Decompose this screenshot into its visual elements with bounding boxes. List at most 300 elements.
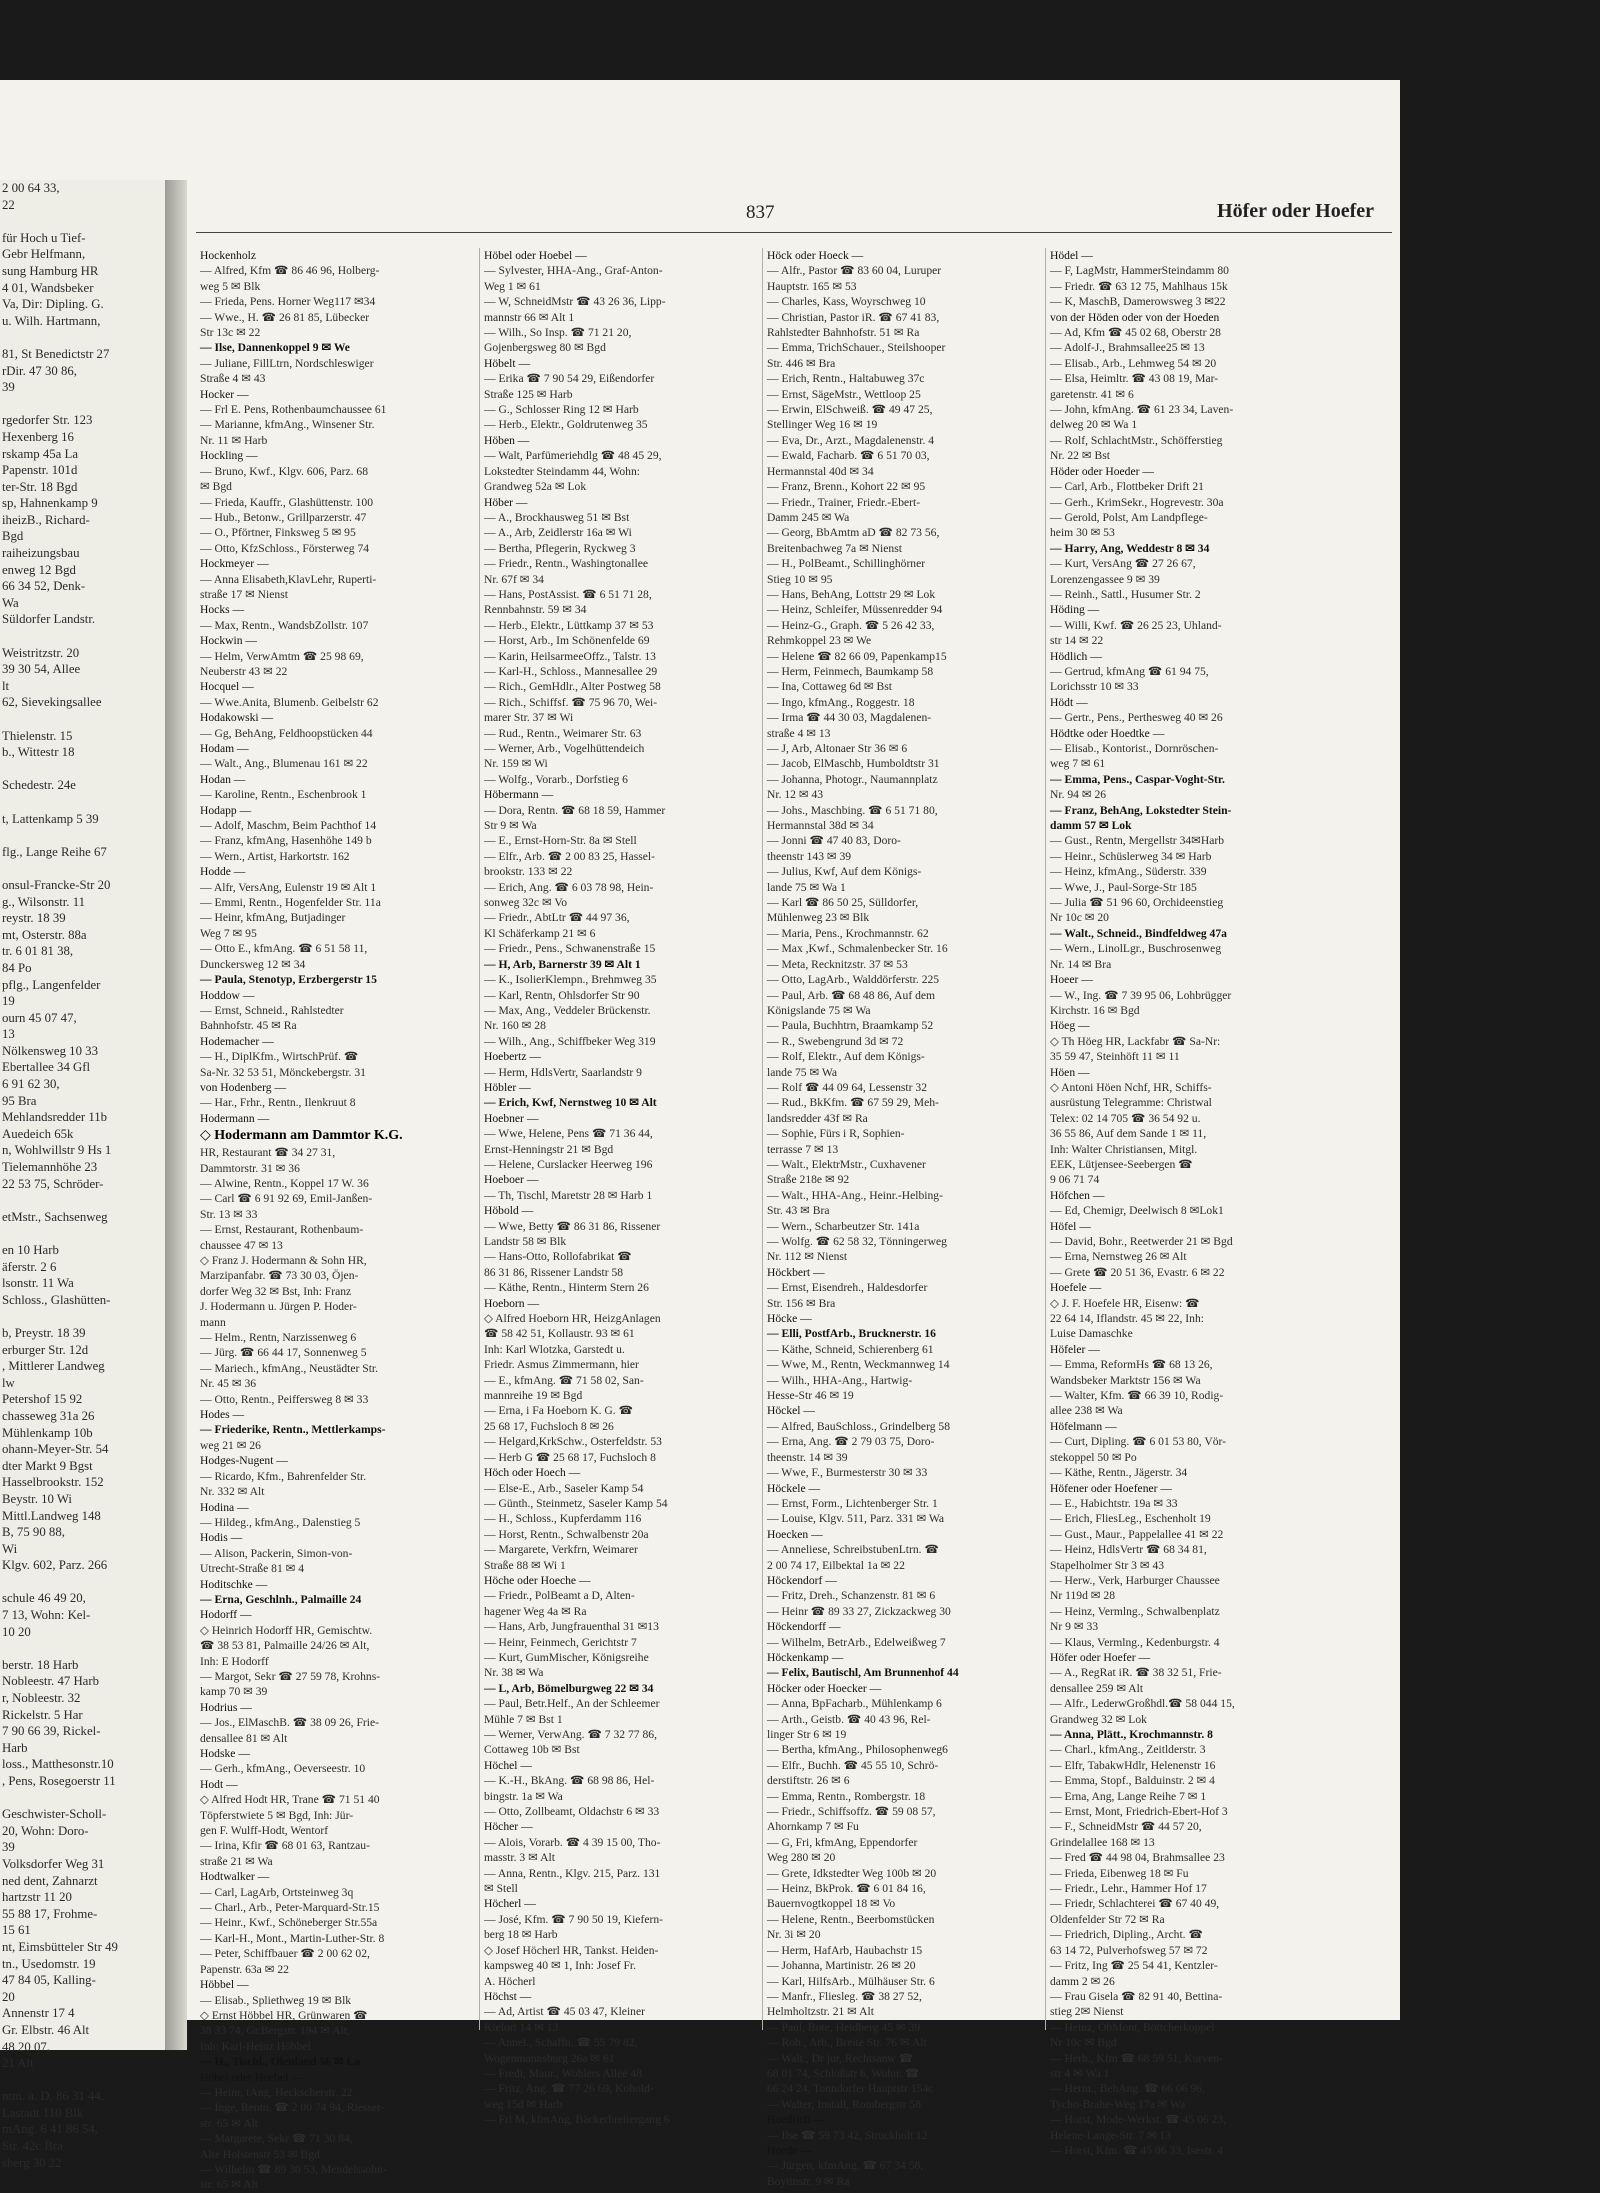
previous-page-line: 20 bbox=[2, 1989, 15, 2004]
directory-entry: — Horst, Mode-Werkst. ☎ 45 06 23, bbox=[1050, 2113, 1227, 2127]
directory-entry: — Alfr., LederwGroßhdl.☎ 58 044 15, bbox=[1050, 1697, 1235, 1711]
directory-entry: — Horst, Arb., Im Schönenfelde 69 bbox=[484, 634, 650, 648]
directory-entry: — Julius, Kwf, Auf dem Königs- bbox=[767, 865, 922, 879]
directory-entry: — Klaus, Vermlng., Kedenburgstr. 4 bbox=[1050, 1635, 1220, 1649]
directory-entry: Rehmkoppel 23 ✉ We bbox=[767, 634, 872, 648]
directory-entry: — Hub., Betonw., Grillparzerstr. 47 bbox=[200, 510, 367, 524]
directory-entry: straße 21 ✉ Wa bbox=[200, 1854, 273, 1868]
previous-page-line: Hexenberg 16 bbox=[2, 429, 74, 444]
directory-entry: — Friedr., Schiffsoffz. ☎ 59 08 57, bbox=[767, 1805, 936, 1819]
directory-entry: str. 65 ✉ Alt bbox=[200, 2178, 259, 2192]
directory-entry: — Karl-H., Mont., Martin-Luther-Str. 8 bbox=[200, 1931, 385, 1945]
previous-page-line: n, Wohlwillstr 9 Hs 1 bbox=[2, 1143, 112, 1158]
directory-entry: — Peter, Schiffbauer ☎ 2 00 62 02, bbox=[200, 1947, 370, 1961]
surname-heading: Hodemacher — bbox=[200, 1034, 274, 1048]
previous-page-line: g., Wilsonstr. 11 bbox=[2, 894, 86, 909]
directory-entry: — Otto, Zollbeamt, Oldachstr 6 ✉ 33 bbox=[484, 1805, 660, 1819]
directory-entry: — Ad, Kfm ☎ 45 02 68, Oberstr 28 bbox=[1050, 326, 1221, 340]
directory-entry: — Helene, Curslacker Heerweg 196 bbox=[484, 1157, 653, 1171]
directory-entry: Grandweg 32 ✉ Lok bbox=[1050, 1712, 1147, 1726]
directory-entry: Nr. 22 ✉ Bst bbox=[1050, 449, 1110, 463]
directory-entry: ✉ Stell bbox=[484, 1882, 518, 1896]
directory-entry: — Ernst, Mont, Friedrich-Ebert-Hof 3 bbox=[1050, 1805, 1228, 1819]
directory-entry: Nr. 45 ✉ 36 bbox=[200, 1377, 257, 1391]
book-gutter bbox=[165, 180, 187, 2050]
surname-heading: Hoeboer — bbox=[484, 1173, 539, 1187]
directory-entry: — Heinr., Kwf., Schöneberger Str.55a bbox=[200, 1916, 378, 1930]
directory-entry: — Erna, Ang. ☎ 2 79 03 75, Doro- bbox=[767, 1435, 935, 1449]
previous-page-line: Lastadt 110 Blk bbox=[2, 2105, 84, 2120]
surname-heading: Hödel — bbox=[1050, 249, 1093, 262]
directory-entry: — Annel., Schaffn. ☎ 55 79 82, bbox=[484, 2036, 638, 2050]
directory-entry: 86 31 86, Rissener Landstr 58 bbox=[484, 1265, 624, 1279]
directory-entry: — Wern., Artist, Harkortstr. 162 bbox=[200, 849, 350, 863]
surname-heading: Höfer oder Hoefer — bbox=[1050, 1650, 1151, 1664]
directory-entry: — Heinr ☎ 89 33 27, Zickzackweg 30 bbox=[767, 1604, 951, 1618]
directory-entry: — José, Kfm. ☎ 7 90 50 19, Kiefern- bbox=[484, 1912, 663, 1926]
surname-heading: Hodt — bbox=[200, 1777, 238, 1791]
previous-page-line bbox=[0, 1790, 165, 1807]
previous-page-line: lt bbox=[2, 678, 10, 693]
directory-entry: J. Hodermann u. Jürgen P. Hoder- bbox=[200, 1300, 357, 1314]
directory-entry: — Herm, HafArb, Haubachstr 15 bbox=[767, 1943, 923, 1957]
directory-entry: — Anna, Rentn., Klgv. 215, Parz. 131 bbox=[484, 1866, 661, 1880]
directory-entry: Utrecht-Straße 81 ✉ 4 bbox=[200, 1562, 305, 1576]
column-4 bbox=[1045, 248, 1314, 2157]
previous-page-line: ned dent, Zahnarzt bbox=[2, 1873, 98, 1888]
previous-page-line: berstr. 18 Harb bbox=[2, 1657, 79, 1672]
directory-entry: — Carl, Arb., Flottbeker Drift 21 bbox=[1050, 480, 1204, 494]
directory-entry: — Jacob, ElMaschb, Humboldtstr 31 bbox=[767, 757, 940, 771]
previous-page-line bbox=[0, 711, 165, 728]
directory-entry: — Alfr., Pastor ☎ 83 60 04, Luruper bbox=[767, 264, 942, 278]
directory-entry: delweg 20 ✉ Wa 1 bbox=[1050, 418, 1138, 432]
directory-entry: Tycho-Brahe-Weg 17a ✉ Wa bbox=[1050, 2097, 1186, 2111]
directory-entry: — Rich., Schiffsf. ☎ 75 96 70, Wei- bbox=[484, 695, 658, 709]
directory-entry: — Erich, Kwf, Nernstweg 10 ✉ Alt bbox=[484, 1096, 657, 1110]
directory-entry: theenstr 143 ✉ 39 bbox=[767, 849, 852, 863]
directory-entry: 68 01 74, Schloßstr 6, Wohn: ☎ bbox=[767, 2066, 920, 2080]
previous-page-edge bbox=[0, 180, 166, 2170]
previous-page-line: Annenstr 17 4 bbox=[2, 2006, 75, 2021]
directory-entry: — Gust., Maur., Pappelallee 41 ✉ 22 bbox=[1050, 1527, 1224, 1541]
directory-entry: — Gerold, Polst, Am Landpflege- bbox=[1050, 510, 1208, 524]
directory-entry: Mühle 7 ✉ Bst 1 bbox=[484, 1712, 563, 1726]
directory-entry: — Carl ☎ 6 91 92 69, Emil-Janßen- bbox=[200, 1192, 373, 1206]
directory-entry: — Meta, Recknitzstr. 37 ✉ 53 bbox=[767, 957, 908, 971]
directory-entry: — Karl, Rentn, Ohlsdorfer Str 90 bbox=[484, 988, 640, 1002]
directory-entry: — Arth., Geistb. ☎ 40 43 96, Rel- bbox=[767, 1712, 931, 1726]
directory-entry: Straße 4 ✉ 43 bbox=[200, 372, 266, 386]
directory-entry: — E., Ernst-Horn-Str. 8a ✉ Stell bbox=[484, 834, 637, 848]
previous-page-line: Geschwister-Scholl- bbox=[2, 1807, 107, 1822]
previous-page-line: , Mittlerer Landweg bbox=[2, 1359, 105, 1374]
previous-page-line: b, Preystr. 18 39 bbox=[2, 1325, 86, 1340]
directory-entry: — Ernst, Restaurant, Rothenbaum- bbox=[200, 1223, 364, 1237]
directory-entry: kampsweg 40 ✉ 1, Inh: Josef Fr. bbox=[484, 1959, 637, 1973]
directory-entry: — Walt., Ang., Blumenau 161 ✉ 22 bbox=[200, 757, 368, 771]
directory-entry: Weg 7 ✉ 95 bbox=[200, 926, 257, 940]
directory-entry: — Käthe, Rentn., Hinterm Stern 26 bbox=[484, 1281, 649, 1295]
directory-entry: masstr. 3 ✉ Alt bbox=[484, 1851, 555, 1865]
directory-entry: — Jos., ElMaschB. ☎ 38 09 26, Frie- bbox=[200, 1716, 380, 1730]
surname-heading: Höchst — bbox=[484, 1989, 532, 2003]
directory-entry: — Wwe.Anita, Blumenb. Geibelstr 62 bbox=[200, 695, 379, 709]
directory-entry: — Maria, Pens., Krochmannstr. 62 bbox=[767, 926, 929, 940]
previous-page-line: tn., Usedomstr. 19 bbox=[2, 1956, 96, 1971]
previous-page-line bbox=[0, 1225, 165, 1242]
directory-entry: — Wern., Scharbeutzer Str. 141a bbox=[767, 1219, 920, 1233]
directory-entry: — Max ,Kwf., Schmalenbecker Str. 16 bbox=[767, 942, 948, 956]
directory-entry: — Frl M, kfmAng, Bäckerbreitergang 6 bbox=[484, 2113, 670, 2127]
directory-entry: — Heinr, kfmAng, Butjadinger bbox=[200, 911, 346, 925]
directory-entry: allee 238 ✉ Wa bbox=[1050, 1404, 1123, 1418]
directory-entry: — Th, Tischl, Maretstr 28 ✉ Harb 1 bbox=[484, 1188, 653, 1202]
directory-entry: — W, SchneidMstr ☎ 43 26 36, Lipp- bbox=[484, 295, 666, 309]
directory-entry: Mühlenweg 23 ✉ Blk bbox=[767, 911, 870, 925]
directory-entry: heim 30 ✉ 53 bbox=[1050, 526, 1115, 540]
previous-page-line: Beystr. 10 Wi bbox=[2, 1491, 72, 1506]
previous-page-line: Petershof 15 92 bbox=[2, 1392, 83, 1407]
surname-heading: Höbelt — bbox=[484, 356, 531, 370]
directory-entry: — Heinz, BkProk. ☎ 6 01 84 16, bbox=[767, 1882, 926, 1896]
previous-page-line: 6 91 62 30, bbox=[2, 1077, 60, 1092]
directory-entry: — Johs., Maschbing. ☎ 6 51 71 80, bbox=[767, 803, 938, 817]
directory-entry: — E., Habichtstr. 19a ✉ 33 bbox=[1050, 1496, 1178, 1510]
surname-heading: Hoebertz — bbox=[484, 1050, 541, 1064]
directory-entry: Nr 119d ✉ 28 bbox=[1050, 1589, 1115, 1603]
running-head: Höfer oder Hoefer bbox=[1217, 200, 1374, 222]
directory-entry: — Ingo, kfmAng., Roggestr. 18 bbox=[767, 695, 915, 709]
surname-heading: Hoeer — bbox=[1050, 973, 1093, 987]
directory-entry: — Dora, Rentn. ☎ 68 18 59, Hammer bbox=[484, 803, 666, 817]
directory-entry: 63 14 72, Pulverhofsweg 57 ✉ 72 bbox=[1050, 1943, 1208, 1957]
directory-entry: Str 13c ✉ 22 bbox=[200, 326, 261, 340]
directory-entry: Breitenbachweg 7a ✉ Nienst bbox=[767, 541, 902, 555]
previous-page-line: Nobleestr. 47 Harb bbox=[2, 1674, 100, 1689]
previous-page-line: pflg., Langenfelder bbox=[2, 977, 101, 992]
directory-entry: — Louise, Klgv. 511, Parz. 331 ✉ Wa bbox=[767, 1512, 945, 1526]
directory-entry: theenstr. 14 ✉ 39 bbox=[767, 1450, 848, 1464]
directory-entry: — Frieda, Kauffr., Glashüttenstr. 100 bbox=[200, 495, 374, 509]
previous-page-line: lw bbox=[2, 1375, 15, 1390]
directory-entry: — Harry, Ang, Weddestr 8 ✉ 34 bbox=[1050, 541, 1210, 555]
directory-entry: kamp 70 ✉ 39 bbox=[200, 1685, 268, 1699]
previous-page-line: 39 bbox=[2, 1840, 15, 1855]
directory-entry: — Elli, PostfArb., Brucknerstr. 16 bbox=[767, 1327, 936, 1341]
directory-entry: — Emmi, Rentn., Hogenfelder Str. 11a bbox=[200, 896, 381, 910]
surname-heading: Hodske — bbox=[200, 1747, 250, 1760]
previous-page-line: Nölkensweg 10 33 bbox=[2, 1043, 98, 1058]
directory-entry: — Karl, HilfsArb., Mülhäuser Str. 6 bbox=[767, 1974, 935, 1988]
directory-entry: Nr 10c ✉ Bgd bbox=[1050, 2036, 1117, 2050]
directory-entry: — H., DiplKfm., WirtschPrüf. ☎ bbox=[200, 1050, 359, 1064]
directory-entry: — Erich, FliesLeg., Eschenholt 19 bbox=[1050, 1512, 1211, 1526]
directory-entry: — Grete, Idkstedter Weg 100b ✉ 20 bbox=[767, 1866, 937, 1880]
directory-entry: — Otto E., kfmAng. ☎ 6 51 58 11, bbox=[200, 942, 368, 956]
previous-page-line: mt, Osterstr. 88a bbox=[2, 927, 87, 942]
previous-page-line: Bgd bbox=[2, 529, 24, 544]
directory-entry: — Sylvester, HHA-Ang., Graf-Anton- bbox=[484, 264, 663, 278]
directory-entry: Nr. 94 ✉ 26 bbox=[1050, 788, 1107, 802]
previous-page-line: r, Nobleestr. 32 bbox=[2, 1691, 81, 1706]
directory-entry: — Felix, Bautischl, Am Brunnenhof 44 bbox=[767, 1666, 959, 1680]
directory-entry: — Rolf, Elektr., Auf dem Königs- bbox=[767, 1050, 925, 1064]
previous-page-line: äferstr. 2 6 bbox=[2, 1259, 57, 1274]
directory-entry: — Gust., Rentn, Mergellstr 34✉Harb bbox=[1050, 834, 1225, 848]
previous-page-line: enweg 12 Bgd bbox=[2, 562, 76, 577]
directory-entry: — Karl-H., Schloss., Mannesallee 29 bbox=[484, 664, 658, 678]
previous-page-line: Gr. Elbstr. 46 Alt bbox=[2, 2022, 90, 2037]
surname-heading: von Hodenberg — bbox=[200, 1080, 287, 1094]
directory-entry: — Otto, Rentn., Peiffersweg 8 ✉ 33 bbox=[200, 1392, 369, 1406]
directory-entry: — Hans, Arb, Jungfrauenthal 31 ✉13 bbox=[484, 1620, 659, 1634]
directory-entry: straße 17 ✉ Nienst bbox=[200, 587, 288, 601]
surname-heading: Höbel oder Hoebel — bbox=[484, 249, 587, 262]
directory-entry: — A., RegRat iR. ☎ 38 32 51, Frie- bbox=[1050, 1666, 1222, 1680]
previous-page-line: sp, Hahnenkamp 9 bbox=[2, 496, 98, 511]
directory-entry: — Herb., Kfm ☎ 68 59 51, Kurven- bbox=[1050, 2051, 1223, 2065]
directory-entry: Lorenzengassee 9 ✉ 39 bbox=[1050, 572, 1160, 586]
directory-entry: — F., SchneidMstr ☎ 44 57 20, bbox=[1050, 1820, 1202, 1834]
directory-entry: — E., kfmAng. ☎ 71 58 02, San- bbox=[484, 1373, 644, 1387]
directory-entry: ◇ Hodermann am Dammtor K.G. bbox=[200, 1128, 403, 1144]
directory-entry: gen F. Wulff-Hodt, Wentorf bbox=[200, 1824, 329, 1838]
previous-page-line: Mühlenkamp 10b bbox=[2, 1425, 93, 1440]
directory-entry: — A., Arb, Zeidlerstr 16a ✉ Wi bbox=[484, 526, 632, 540]
previous-page-line: flg., Lange Reihe 67 bbox=[2, 844, 107, 859]
previous-page-line: Ebertallee 34 Gfl bbox=[2, 1060, 91, 1075]
previous-page-line: lsonstr. 11 Wa bbox=[2, 1276, 74, 1291]
directory-entry: — G., Schlosser Ring 12 ✉ Harb bbox=[484, 403, 639, 417]
directory-entry: terrasse 7 ✉ 13 bbox=[767, 1142, 839, 1156]
directory-entry: Weg 280 ✉ 20 bbox=[767, 1851, 836, 1865]
directory-entry: — Irina, Kfir ☎ 68 01 63, Rantzau- bbox=[200, 1839, 370, 1853]
directory-entry: — Paula, Buchhtrn, Braamkamp 52 bbox=[767, 1019, 934, 1033]
directory-entry: — Wwe., H. ☎ 26 81 85, Lübecker bbox=[200, 310, 370, 324]
previous-page-line bbox=[0, 1640, 165, 1657]
directory-entry: — Emma, ReformHs ☎ 68 13 26, bbox=[1050, 1358, 1213, 1372]
column-1 bbox=[196, 248, 464, 2192]
directory-entry: Nr. 14 ✉ Bra bbox=[1050, 957, 1112, 971]
directory-entry: — Otto, LagArb., Walddörferstr. 225 bbox=[767, 973, 940, 987]
directory-entry: Str. 156 ✉ Bra bbox=[767, 1296, 836, 1310]
directory-entry: weg 5 ✉ Blk bbox=[200, 279, 261, 293]
directory-entry: Kirchstr. 16 ✉ Bgd bbox=[1050, 1003, 1140, 1017]
previous-page-line: 95 Bra bbox=[2, 1093, 37, 1108]
previous-page-line: 66 34 52, Denk- bbox=[2, 579, 86, 594]
surname-heading: Hodes — bbox=[200, 1408, 245, 1422]
directory-entry: Marzipanfabr. ☎ 73 30 03, Öjen- bbox=[200, 1269, 359, 1283]
directory-entry: Töpferstwiete 5 ✉ Bgd, Inh: Jür- bbox=[200, 1808, 354, 1822]
directory-entry: — Erna, Ang, Lange Reihe 7 ✉ 1 bbox=[1050, 1789, 1207, 1803]
directory-entry: — Paul, Arb. ☎ 68 48 86, Auf dem bbox=[767, 988, 936, 1002]
directory-entry: — Erwin, ElSchweiß. ☎ 49 47 25, bbox=[767, 403, 933, 417]
directory-entry: — Ina, Cottaweg 6d ✉ Bst bbox=[767, 680, 892, 694]
directory-entry: — Käthe, Schneid, Schierenberg 61 bbox=[767, 1342, 934, 1356]
directory-entry: — Hans, BehAng, Lottstr 29 ✉ Lok bbox=[767, 587, 936, 601]
directory-entry: Hesse-Str 46 ✉ 19 bbox=[767, 1389, 854, 1403]
directory-entry: ◇ J. F. Hoefele HR, Eisenw: ☎ bbox=[1050, 1296, 1200, 1310]
directory-entry: — Wilh., So Insp. ☎ 71 21 20, bbox=[484, 326, 632, 340]
previous-page-line: 55 88 17, Frohme- bbox=[2, 1906, 98, 1921]
directory-entry: chaussee 47 ✉ 13 bbox=[200, 1238, 283, 1252]
directory-entry: — Alison, Packerin, Simon-von- bbox=[200, 1546, 353, 1560]
directory-entry: garetenstr. 41 ✉ 6 bbox=[1050, 387, 1134, 401]
directory-entry: — Fritz, Ang. ☎ 77 26 69, Kohold- bbox=[484, 2082, 654, 2096]
surname-heading: Hodis — bbox=[200, 1531, 243, 1545]
previous-page-line: mAng. 6 41 86 54, bbox=[2, 2122, 98, 2137]
directory-entry: weg 21 ✉ 26 bbox=[200, 1438, 261, 1452]
directory-entry: ◇ Alfred Hodt HR, Trane ☎ 71 51 40 bbox=[200, 1793, 380, 1807]
directory-entry: — Anneliese, SchreibstubenLtrn. ☎ bbox=[767, 1543, 939, 1557]
directory-entry: — Wwe, Helene, Pens ☎ 71 36 44, bbox=[484, 1127, 653, 1141]
previous-page-line: 47 84 05, Kalling- bbox=[2, 1973, 96, 1988]
directory-entry: Hauptstr. 165 ✉ 53 bbox=[767, 279, 857, 293]
directory-entry: ◇ Heinrich Hodorff HR, Gemischtw. bbox=[200, 1623, 373, 1637]
directory-entry: — Helgard,KrkSchw., Osterfeldstr. 53 bbox=[484, 1435, 662, 1449]
directory-entry: — Friederike, Rentn., Mettlerkamps- bbox=[200, 1423, 386, 1437]
directory-entry: Alte Holstenstr 53 ✉ Bgd bbox=[200, 2147, 320, 2161]
previous-page-text bbox=[0, 180, 165, 2171]
directory-entry: Nr. 11 ✉ Harb bbox=[200, 433, 268, 447]
previous-page-line: für Hoch u Tief- bbox=[2, 230, 86, 245]
directory-entry: — Emma, Pens., Caspar-Voght-Str. bbox=[1050, 772, 1225, 786]
directory-entry: hagener Weg 4a ✉ Ra bbox=[484, 1604, 587, 1618]
directory-entry: str 4 ✉ Wa 1 bbox=[1050, 2066, 1110, 2080]
directory-entry: — Inge, Rentn. ☎ 2 00 74 94, Riesser- bbox=[200, 2101, 385, 2115]
directory-entry: derstiftstr. 26 ✉ 6 bbox=[767, 1774, 850, 1788]
directory-entry: — Jürgen, kfmAng. ☎ 67 34 58, bbox=[767, 2159, 924, 2173]
directory-entry: brookstr. 133 ✉ 22 bbox=[484, 865, 573, 879]
directory-entry: Nr. 3i ✉ 20 bbox=[767, 1928, 821, 1942]
directory-entry: Nr. 332 ✉ Alt bbox=[200, 1485, 265, 1499]
directory-entry: — Erich, Ang. ☎ 6 03 78 98, Hein- bbox=[484, 880, 654, 894]
previous-page-line bbox=[0, 1574, 165, 1591]
directory-entry: Dammtorstr. 31 ✉ 36 bbox=[200, 1161, 300, 1175]
previous-page-line bbox=[0, 2072, 165, 2089]
directory-entry: Nr. 159 ✉ Wi bbox=[484, 757, 548, 771]
previous-page-line: Mehlandsredder 11b bbox=[2, 1110, 108, 1125]
directory-entry: Telex: 02 14 705 ☎ 36 54 92 u. bbox=[1050, 1111, 1201, 1125]
directory-entry: — Ernst, Eisendreh., Haldesdorfer bbox=[767, 1281, 928, 1295]
directory-entry: — O., Pförtner, Finksweg 5 ✉ 95 bbox=[200, 526, 356, 540]
directory-entry: Wandsbeker Marktstr 156 ✉ Wa bbox=[1050, 1373, 1201, 1387]
directory-entry: — K, MaschB, Damerowsweg 3 ✉22 bbox=[1050, 295, 1226, 309]
directory-entry: — Wern., LinolLgr., Buschrosenweg bbox=[1050, 942, 1222, 956]
directory-entry: Straße 125 ✉ Harb bbox=[484, 387, 573, 401]
directory-entry: Str. 446 ✉ Bra bbox=[767, 356, 836, 370]
directory-entry: Friedr. Asmus Zimmermann, hier bbox=[484, 1358, 639, 1372]
directory-entry: — Margarete, Sekr ☎ 71 30 84, bbox=[200, 2132, 353, 2146]
directory-entry: — Werner, VerwAng. ☎ 7 32 77 86, bbox=[484, 1728, 657, 1741]
surname-heading: Hocker — bbox=[200, 387, 249, 401]
previous-page-line: Papenstr. 101d bbox=[2, 463, 78, 478]
directory-entry: A. Höcherl bbox=[484, 1974, 536, 1988]
directory-entry: Nr 10c ✉ 20 bbox=[1050, 911, 1109, 925]
previous-page-line: 2 00 64 33, bbox=[2, 181, 60, 195]
directory-entry: ☎ 38 53 81, Palmaille 24/26 ✉ Alt, bbox=[200, 1639, 370, 1653]
directory-entry: Grandweg 52a ✉ Lok bbox=[484, 480, 587, 494]
directory-entry: — Heinz, Schleifer, Müssenredder 94 bbox=[767, 603, 943, 617]
directory-entry: — Alfred, BauSchloss., Grindelberg 58 bbox=[767, 1419, 951, 1433]
previous-page-line: Wa bbox=[2, 595, 19, 610]
previous-page-line: 62, Sievekingsallee bbox=[2, 695, 102, 710]
previous-page-line: 7 13, Wohn: Kel- bbox=[2, 1608, 91, 1623]
directory-entry: sonweg 32c ✉ Vo bbox=[484, 896, 568, 910]
previous-page-line: Klgv. 602, Parz. 266 bbox=[2, 1558, 108, 1573]
directory-entry: — Ewald, Facharb. ☎ 6 51 70 03, bbox=[767, 449, 930, 463]
surname-heading: Höbold — bbox=[484, 1204, 534, 1218]
surname-heading: Höcker oder Hoecker — bbox=[767, 1681, 882, 1695]
directory-entry: — Wwe, Betty ☎ 86 31 86, Rissener bbox=[484, 1219, 661, 1233]
directory-entry: ◇ Th Höeg HR, Lackfabr ☎ Sa-Nr: bbox=[1050, 1034, 1221, 1048]
directory-entry: lande 75 ✉ Wa bbox=[767, 1065, 838, 1079]
page-header bbox=[196, 180, 1392, 236]
directory-entry: — Walt., Dr jur, Rechtsanw ☎ bbox=[767, 2051, 914, 2065]
directory-entry: 36 55 86, Auf dem Sande 1 ✉ 11, bbox=[1050, 1127, 1207, 1141]
directory-entry: — Willi, Kwf. ☎ 26 25 23, Uhland- bbox=[1050, 618, 1222, 632]
directory-entry: — Wolfg. ☎ 62 58 32, Tönningerweg bbox=[767, 1235, 947, 1248]
directory-entry: Oldenfelder Str 72 ✉ Ra bbox=[1050, 1912, 1165, 1926]
surname-heading: Hoede — bbox=[767, 2143, 812, 2157]
directory-entry: — Heinz, ObMont, Böttcherkoppel bbox=[1050, 2020, 1215, 2034]
directory-entry: — Elisab., Kontorist., Dornröschen- bbox=[1050, 742, 1219, 755]
directory-entry: — David, Bohr., Reetwerder 21 ✉ Bgd bbox=[1050, 1235, 1233, 1248]
directory-entry: — Paul, Betr.Helf., An der Schleemer bbox=[484, 1697, 660, 1711]
directory-entry: Ahornkamp 7 ✉ Fu bbox=[767, 1820, 859, 1834]
previous-page-line: nt, Eimsbütteler Str 49 bbox=[2, 1939, 118, 1954]
surname-heading: Höckenkamp — bbox=[767, 1650, 844, 1664]
directory-entry: Nr. 112 ✉ Nienst bbox=[767, 1250, 848, 1264]
directory-entry: — Heinz, HdlsVertr ☎ 68 34 81, bbox=[1050, 1543, 1207, 1557]
directory-entry: — Wilh., HHA-Ang., Hartwig- bbox=[767, 1373, 913, 1387]
directory-entry: Inh: Karl Wlotzka, Garstedt u. bbox=[484, 1342, 625, 1356]
directory-entry: — Har., Frhr., Rentn., Ilenkruut 8 bbox=[200, 1096, 356, 1110]
directory-entry: — Anna, BpFacharb., Mühlenkamp 6 bbox=[767, 1697, 942, 1711]
surname-heading: Hodde — bbox=[200, 865, 246, 879]
previous-page-line: 39 bbox=[2, 380, 15, 395]
previous-page-line: loss., Matthesonstr.10 bbox=[2, 1757, 114, 1772]
previous-page-line: tr. 6 01 81 38, bbox=[2, 944, 74, 959]
previous-page-line: , Pens, Rosegoerstr 11 bbox=[2, 1774, 116, 1788]
directory-entry: — Anna, Plätt., Krochmannstr. 8 bbox=[1050, 1728, 1213, 1741]
directory-entry: damm 57 ✉ Lok bbox=[1050, 819, 1132, 833]
surname-heading: Höbler — bbox=[484, 1080, 531, 1094]
directory-entry: ◇ Franz J. Hodermann & Sohn HR, bbox=[200, 1254, 367, 1267]
previous-page-line bbox=[0, 827, 165, 844]
directory-entry: weg 15d ✉ Harb bbox=[484, 2097, 563, 2111]
directory-entry: 66 24 24, Tonndorfer Hauptstr 154c bbox=[767, 2082, 934, 2096]
directory-entry: — Bruno, Kwf., Klgv. 606, Parz. 68 bbox=[200, 464, 368, 478]
directory-entry: — Wolfg., Vorarb., Dorfstieg 6 bbox=[484, 772, 628, 786]
previous-page-line: Str. 42c Bra bbox=[2, 2139, 63, 2154]
surname-heading: Hodakowski — bbox=[200, 711, 274, 725]
directory-entry: Nr. 67f ✉ 34 bbox=[484, 572, 544, 586]
directory-entry: — Walter, Kfm. ☎ 66 39 10, Rodig- bbox=[1050, 1389, 1224, 1403]
directory-entry: — Ricardo, Kfm., Bahrenfelder Str. bbox=[200, 1469, 367, 1483]
directory-entry: EEK, Lütjensee-Seebergen ☎ bbox=[1050, 1157, 1193, 1171]
previous-page-line: 10 20 bbox=[2, 1624, 31, 1639]
directory-entry: — Manfr., Fliesleg. ☎ 38 27 52, bbox=[767, 1989, 922, 2003]
previous-page-line: onsul-Francke-Str 20 bbox=[2, 877, 111, 892]
directory-entry: Neuberstr 43 ✉ 22 bbox=[200, 664, 288, 678]
directory-entry: ◇ Ernst Höbbel HR, Grünwaren ☎ bbox=[200, 2008, 368, 2022]
directory-entry: Wogenmannsburg 26a ✉ 61 bbox=[484, 2051, 615, 2065]
directory-entry: — Margot, Sekr ☎ 27 59 78, Krohns- bbox=[200, 1669, 381, 1683]
directory-entry: — Walt., HHA-Ang., Heinr.-Helbing- bbox=[767, 1188, 943, 1202]
previous-page-line: Harb bbox=[2, 1740, 28, 1755]
